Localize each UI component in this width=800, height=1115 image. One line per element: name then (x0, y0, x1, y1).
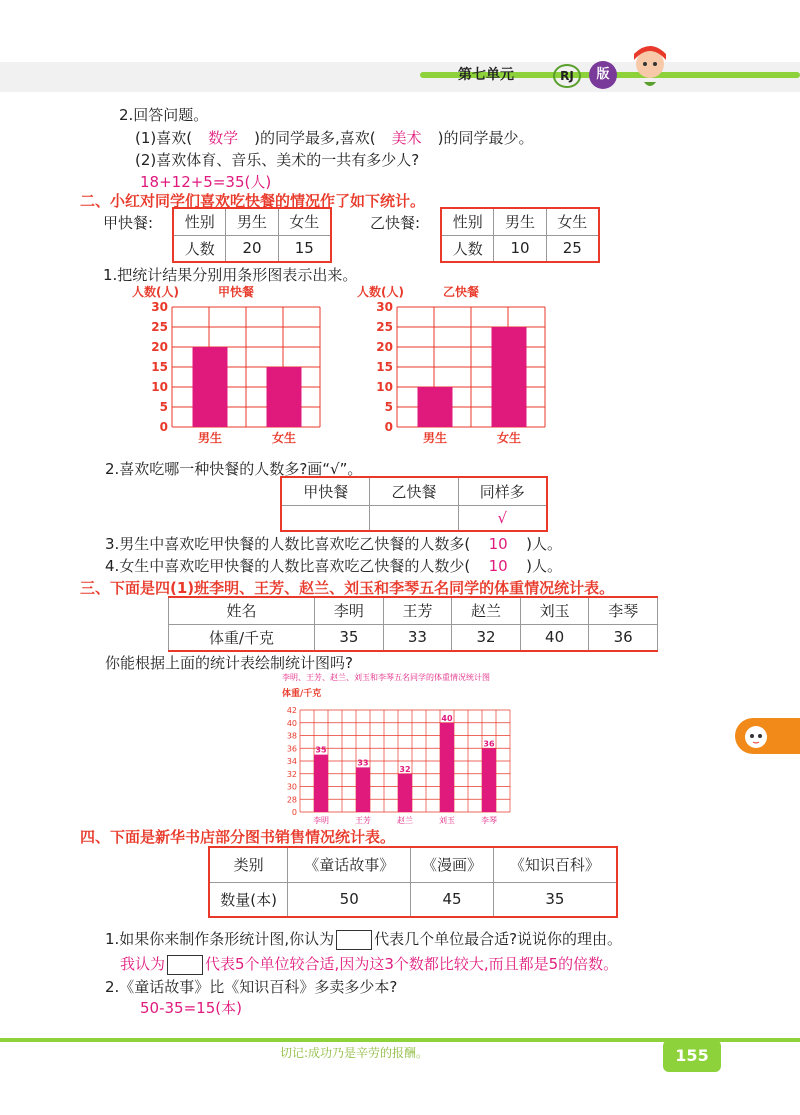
s4-q2: 2.《童话故事》比《知识百科》多卖多少本? (105, 978, 398, 996)
jia-cell: 15 (278, 235, 331, 262)
weight-cell: 李明 (315, 597, 384, 624)
y-tick-label: 34 (286, 757, 297, 766)
y-tick-label: 30 (151, 300, 168, 314)
weight-cell: 35 (315, 624, 384, 651)
bar (398, 774, 412, 812)
yi-cell: 人数 (441, 235, 494, 262)
y-tick-label: 0 (159, 420, 168, 434)
q3-ans: 10 (488, 535, 508, 553)
bar (492, 327, 527, 427)
s2-q2: 2.喜欢吃哪一种快餐的人数多?画“√”。 (105, 460, 363, 478)
q4-post: )人。 (526, 557, 563, 575)
data-label: 33 (357, 758, 369, 768)
data-label: 40 (441, 713, 453, 723)
s2-q1: 1.把统计结果分别用条形图表示出来。 (103, 266, 358, 284)
weight-cell: 姓名 (169, 597, 315, 624)
y-tick-label: 36 (286, 744, 297, 754)
s4-q1 (105, 928, 622, 950)
jia-cell: 男生 (226, 208, 278, 235)
x-tick-label: 李琴 (481, 816, 497, 825)
x-tick-label: 李明 (313, 816, 329, 825)
y-tick-label: 15 (376, 360, 393, 374)
jia-cell: 女生 (278, 208, 331, 235)
x-tick-label: 男生 (197, 431, 223, 445)
chart-title: 李明、王芳、赵兰、刘玉和李琴五名同学的体重情况统计图 (282, 673, 490, 682)
y-tick-label: 30 (376, 300, 393, 314)
y-tick-label: 40 (286, 718, 297, 728)
y-tick-label: 5 (384, 400, 393, 414)
jia-cell: 性别 (173, 208, 226, 235)
s4-ans-pre: 我认为 (120, 955, 166, 973)
s1-q2-2-answer: 18+12+5=35(人) (140, 173, 272, 191)
pref-check: √ (458, 505, 547, 531)
chart-title: 乙快餐 (443, 285, 480, 299)
s3-title: 三、下面是四(1)班李明、王芳、赵兰、刘玉和李琴五名同学的体重情况统计表。 (80, 579, 615, 597)
yi-table (440, 207, 600, 263)
y-tick-label: 10 (151, 380, 168, 394)
weight-cell: 王芳 (383, 597, 452, 624)
q3-post: )人。 (526, 535, 563, 553)
s1-q2-1 (135, 127, 533, 148)
y-tick-label: 38 (286, 731, 297, 741)
chart-weight (280, 670, 540, 828)
blank-box (336, 930, 372, 950)
chart-yi (355, 282, 555, 452)
q3-pre: 3.男生中喜欢吃甲快餐的人数比喜欢吃乙快餐的人数多( (105, 535, 471, 553)
weight-cell: 36 (589, 624, 658, 651)
yi-label: 乙快餐: (370, 214, 421, 232)
book-cell: 数量(本) (209, 882, 288, 917)
jia-label: 甲快餐: (103, 214, 154, 232)
s2-q3 (105, 533, 562, 554)
s2-title: 二、小红对同学们喜欢吃快餐的情况作了如下统计。 (80, 192, 426, 210)
bar (440, 723, 454, 812)
x-tick-label: 女生 (496, 431, 522, 445)
data-label: 35 (315, 745, 327, 755)
book-cell: 50 (288, 882, 411, 917)
y-tick-label: 28 (286, 795, 297, 805)
y-tick-label: 20 (376, 340, 393, 354)
jia-table (172, 207, 332, 263)
book-table (208, 846, 618, 918)
y-tick-label: 15 (151, 360, 168, 374)
book-cell: 45 (411, 882, 493, 917)
weight-cell: 40 (520, 624, 589, 651)
s4-q2-answer: 50-35=15(本) (140, 999, 242, 1017)
book-cell: 《童话故事》 (288, 847, 411, 882)
yi-cell: 25 (546, 235, 599, 262)
book-cell: 《漫画》 (411, 847, 493, 882)
y-tick-label: 30 (286, 782, 297, 792)
unit-label: 第七单元 (458, 67, 514, 83)
s1-q2: 2.回答问题。 (119, 106, 209, 124)
y-tick-label: 0 (291, 808, 297, 817)
bar (482, 748, 496, 812)
s2-q4 (105, 555, 562, 576)
x-tick-label: 男生 (422, 431, 448, 445)
s4-q1-answer (120, 953, 618, 975)
pref-cell: 甲快餐 (281, 477, 370, 505)
bar (267, 367, 302, 427)
cartoon-girl-icon (620, 42, 680, 92)
q2-1-ans1: 数学 (208, 129, 239, 147)
bar (356, 767, 370, 812)
y-tick-label: 32 (286, 769, 297, 779)
fox-icon (741, 721, 771, 751)
y-tick-label: 0 (384, 420, 393, 434)
yi-cell: 女生 (546, 208, 599, 235)
chart-ylabel: 体重/千克 (282, 689, 322, 699)
data-label: 36 (483, 739, 495, 749)
x-tick-label: 王芳 (355, 816, 371, 825)
jia-cell: 20 (226, 235, 278, 262)
weight-table (168, 596, 658, 652)
y-tick-label: 42 (286, 706, 297, 715)
s3-q: 你能根据上面的统计表绘制统计图吗? (105, 654, 353, 672)
x-tick-label: 刘玉 (439, 816, 455, 825)
y-tick-label: 20 (151, 340, 168, 354)
weight-cell: 体重/千克 (169, 624, 315, 651)
y-tick-label: 25 (151, 320, 168, 334)
weight-cell: 刘玉 (520, 597, 589, 624)
rj-badge: RJ (553, 64, 581, 88)
q2-1-pre: (1)喜欢( (135, 129, 193, 147)
q2-1-ans2: 美术 (391, 129, 422, 147)
ban-badge: 版 (589, 61, 617, 89)
y-tick-label: 5 (159, 400, 168, 414)
book-cell: 35 (493, 882, 617, 917)
pref-cell (370, 505, 458, 531)
x-tick-label: 女生 (271, 431, 297, 445)
yi-cell: 10 (494, 235, 546, 262)
footer-motto: 切记:成功乃是辛劳的报酬。 (280, 1046, 429, 1060)
yi-cell: 男生 (494, 208, 546, 235)
q2-1-post: )的同学最少。 (437, 129, 534, 147)
bar (193, 347, 228, 427)
y-tick-label: 10 (376, 380, 393, 394)
q4-ans: 10 (488, 557, 508, 575)
s4-q1-pre: 1.如果你来制作条形统计图,你认为 (105, 930, 335, 948)
data-label: 32 (399, 764, 411, 774)
y-tick-label: 25 (376, 320, 393, 334)
x-tick-label: 赵兰 (397, 816, 413, 825)
s4-q1-post: 代表几个单位最合适?说说你的理由。 (374, 930, 623, 948)
book-cell: 《知识百科》 (493, 847, 617, 882)
blank-box (167, 955, 203, 975)
pref-cell: 同样多 (458, 477, 547, 505)
weight-cell: 33 (383, 624, 452, 651)
weight-cell: 李琴 (589, 597, 658, 624)
yi-cell: 性别 (441, 208, 494, 235)
chart-ylabel: 人数(人) (132, 285, 179, 299)
weight-cell: 32 (452, 624, 521, 651)
chart-ylabel: 人数(人) (357, 285, 404, 299)
jia-cell: 人数 (173, 235, 226, 262)
q2-1-mid: )的同学最多,喜欢( (254, 129, 376, 147)
weight-cell: 赵兰 (452, 597, 521, 624)
s4-ans-post: 代表5个单位较合适,因为这3个数都比较大,而且都是5的倍数。 (205, 955, 619, 973)
side-tab (735, 718, 800, 754)
chart-jia (130, 282, 330, 452)
pref-cell: 乙快餐 (370, 477, 458, 505)
s4-title: 四、下面是新华书店部分图书销售情况统计表。 (80, 828, 396, 846)
pref-cell (281, 505, 370, 531)
book-cell: 类别 (209, 847, 288, 882)
preference-table (280, 476, 548, 532)
s1-q2-2: (2)喜欢体育、音乐、美术的一共有多少人? (135, 151, 420, 169)
chart-title: 甲快餐 (218, 285, 255, 299)
bar (314, 755, 328, 812)
bar (418, 387, 453, 427)
page-number: 155 (663, 1040, 721, 1072)
q4-pre: 4.女生中喜欢吃甲快餐的人数比喜欢吃乙快餐的人数少( (105, 557, 471, 575)
